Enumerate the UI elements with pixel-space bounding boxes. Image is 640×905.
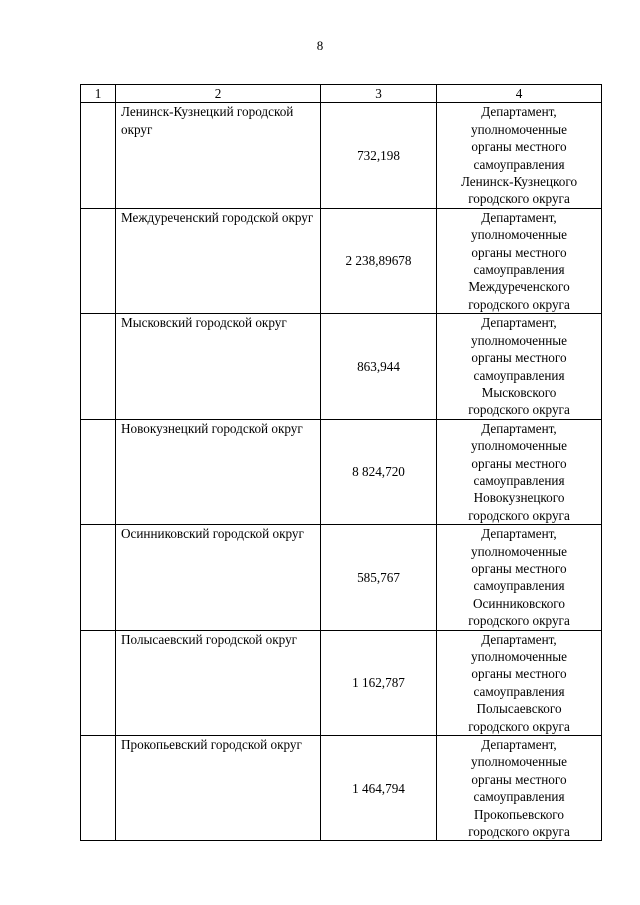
responsible-org-line: Междуреченского	[468, 279, 570, 295]
table-row	[81, 208, 602, 313]
responsible-org-line: Мысковского	[481, 384, 557, 400]
responsible-org-line: самоуправления	[473, 262, 565, 278]
municipality-table	[80, 84, 602, 841]
table-row	[81, 103, 602, 208]
responsible-org-line: органы местного	[471, 666, 567, 682]
responsible-org-cell	[437, 419, 602, 524]
responsible-org-line: Департамент,	[481, 526, 557, 542]
responsible-org-line: органы местного	[471, 560, 567, 576]
responsible-org-line: городского округа	[468, 824, 570, 840]
responsible-org-cell	[437, 525, 602, 630]
responsible-org-line: уполномоченные	[471, 438, 567, 454]
responsible-org-line: Ленинск-Кузнецкого	[460, 174, 578, 190]
responsible-org-line: самоуправления	[473, 472, 565, 488]
responsible-org-cell	[437, 736, 602, 841]
column-header-2: 2	[116, 85, 321, 103]
responsible-org-line: органы местного	[471, 350, 567, 366]
amount-cell: 863,944	[321, 314, 437, 419]
responsible-org-line: Департамент,	[481, 315, 557, 331]
responsible-org-line: самоуправления	[473, 789, 565, 805]
municipality-name-cell: Полысаевский городской округ	[116, 630, 321, 735]
responsible-org-line: самоуправления	[473, 156, 565, 172]
responsible-org-line: городского округа	[468, 191, 570, 207]
responsible-org-line: уполномоченные	[471, 754, 567, 770]
responsible-org-line: Департамент,	[481, 209, 557, 225]
responsible-org-cell	[437, 103, 602, 208]
municipality-name-cell: Ленинск-Кузнецкий городской округ	[116, 103, 321, 208]
municipality-name-cell: Новокузнецкий городской округ	[116, 419, 321, 524]
amount-cell: 8 824,720	[321, 419, 437, 524]
responsible-org-line: органы местного	[471, 455, 567, 471]
responsible-org-line: Департамент,	[481, 631, 557, 647]
table-body	[81, 85, 602, 841]
responsible-org-line: Полысаевского	[476, 701, 562, 717]
responsible-org-line: органы местного	[471, 771, 567, 787]
table-row	[81, 525, 602, 630]
responsible-org-line: самоуправления	[473, 683, 565, 699]
row-number-cell	[81, 525, 116, 630]
responsible-org-line: Департамент,	[481, 420, 557, 436]
municipality-name-cell: Прокопьевский городской округ	[116, 736, 321, 841]
responsible-org-line: Департамент,	[481, 737, 557, 753]
amount-cell: 1 464,794	[321, 736, 437, 841]
responsible-org-line: Осинниковского	[473, 595, 565, 611]
row-number-cell	[81, 419, 116, 524]
responsible-org-line: самоуправления	[473, 578, 565, 594]
responsible-org-line: Новокузнецкого	[473, 490, 565, 506]
table-row	[81, 736, 602, 841]
responsible-org-line: Прокопьевского	[474, 806, 564, 822]
responsible-org-line: самоуправления	[473, 367, 565, 383]
amount-cell: 732,198	[321, 103, 437, 208]
responsible-org-line: органы местного	[471, 139, 567, 155]
responsible-org-cell	[437, 630, 602, 735]
responsible-org-line: уполномоченные	[471, 649, 567, 664]
responsible-org-line: уполномоченные	[471, 121, 567, 137]
responsible-org-line: уполномоченные	[471, 543, 567, 559]
responsible-org-line: городского округа	[468, 402, 570, 418]
amount-cell: 585,767	[321, 525, 437, 630]
column-header-4: 4	[437, 85, 602, 103]
row-number-cell	[81, 103, 116, 208]
municipality-name-cell: Междуреченский городской округ	[116, 208, 321, 313]
row-number-cell	[81, 630, 116, 735]
responsible-org-line: городского округа	[468, 613, 570, 629]
table-row	[81, 630, 602, 735]
responsible-org-cell	[437, 314, 602, 419]
municipality-name-cell: Осинниковский городской округ	[116, 525, 321, 630]
table-row	[81, 314, 602, 419]
responsible-org-line: уполномоченные	[471, 227, 567, 243]
amount-cell: 2 238,89678	[321, 208, 437, 313]
municipality-name-cell: Мысковский городской округ	[116, 314, 321, 419]
column-header-1: 1	[81, 85, 116, 103]
row-number-cell	[81, 314, 116, 419]
responsible-org-line: органы местного	[471, 244, 567, 260]
page-number: 8	[316, 38, 324, 53]
responsible-org-line: городского округа	[468, 718, 570, 734]
amount-cell: 1 162,787	[321, 630, 437, 735]
row-number-cell	[81, 208, 116, 313]
responsible-org-line: городского округа	[468, 296, 570, 312]
table-row	[81, 419, 602, 524]
row-number-cell	[81, 736, 116, 841]
responsible-org-line: уполномоченные	[471, 332, 567, 348]
column-header-3: 3	[321, 85, 437, 103]
table-header-row	[81, 85, 602, 103]
responsible-org-line: городского округа	[468, 507, 570, 523]
responsible-org-cell	[437, 208, 602, 313]
responsible-org-line: Департамент,	[481, 104, 557, 120]
